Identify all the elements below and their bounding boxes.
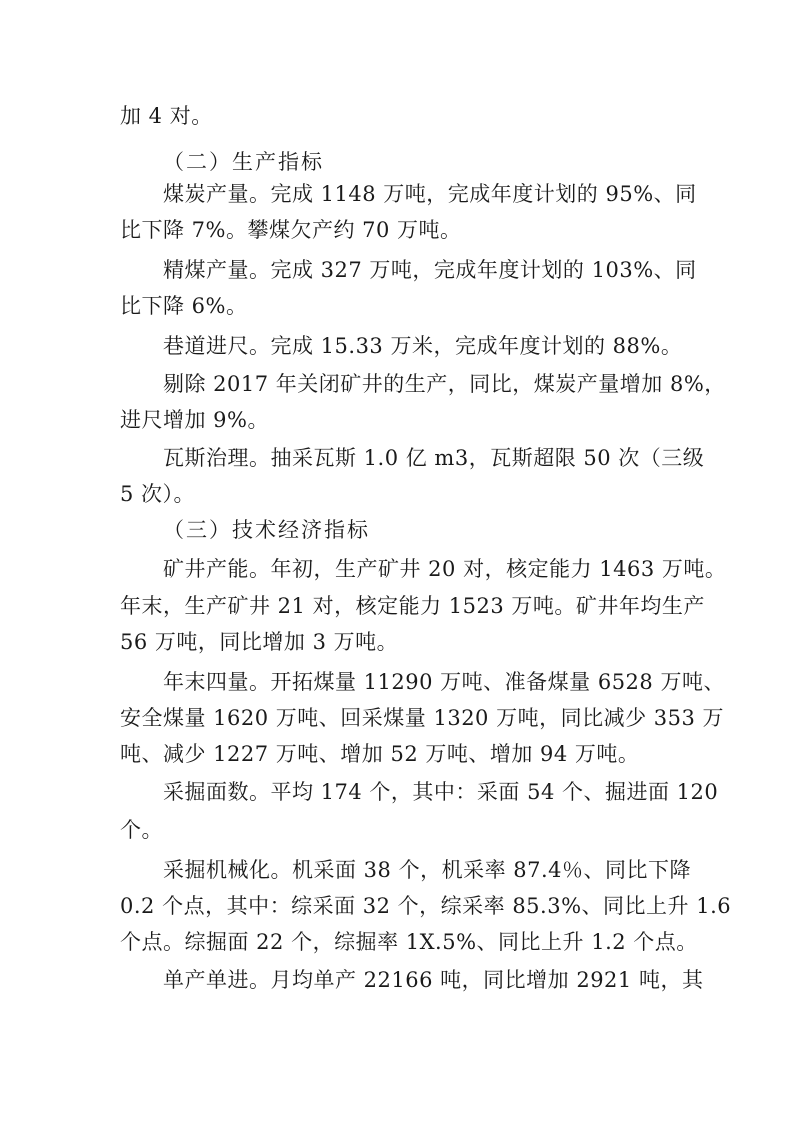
paragraph-line: 比下降 7%。攀煤欠产约 70 万吨。 [120,218,462,242]
paragraph-line: 安全煤量 1620 万吨、回采煤量 1320 万吨，同比减少 353 万 [120,706,725,730]
paragraph-line: 0.2 个点，其中：综采面 32 个，综采率 85.3%、同比上升 1.6 [120,894,732,918]
paragraph-line: 年末四量。开拓煤量 11290 万吨、准备煤量 6528 万吨、 [163,670,725,694]
paragraph-line: 吨、减少 1227 万吨、增加 52 万吨、增加 94 万吨。 [120,742,640,766]
paragraph-line: 进尺增加 9%。 [120,408,269,432]
section-heading: （三）技术经济指标 [163,518,370,542]
paragraph-line: 巷道进尺。完成 15.33 万米，完成年度计划的 88%。 [163,334,683,358]
paragraph-line: 煤炭产量。完成 1148 万吨，完成年度计划的 95%、同 [163,182,697,206]
paragraph-line: 精煤产量。完成 327 万吨，完成年度计划的 103%、同 [163,258,697,282]
paragraph-line: 个点。综掘面 22 个，综掘率 1X.5%、同比上升 1.2 个点。 [120,930,698,954]
paragraph-line: 单产单进。月均单产 22166 吨，同比增加 2921 吨，其 [163,968,704,992]
paragraph-line: 矿井产能。年初，生产矿井 20 对，核定能力 1463 万吨。 [163,557,727,581]
paragraph-line: 瓦斯治理。抽采瓦斯 1.0 亿 m3，瓦斯超限 50 次（三级 [163,446,705,470]
paragraph-line: 比下降 6%。 [120,294,248,318]
paragraph-line: 56 万吨，同比增加 3 万吨。 [120,630,399,654]
paragraph-line: 采掘面数。平均 174 个，其中：采面 54 个、掘进面 120 [163,780,719,804]
paragraph-line: 加 4 对。 [120,104,213,128]
paragraph-line: 个。 [120,818,163,842]
paragraph-line: 采掘机械化。机采面 38 个，机采率 87.4％、同比下降 [163,858,692,882]
section-heading: （二）生产指标 [163,150,324,174]
paragraph-line: 剔除 2017 年关闭矿井的生产，同比，煤炭产量增加 8%， [163,372,726,396]
paragraph-line: 年末，生产矿井 21 对，核定能力 1523 万吨。矿井年均生产 [120,594,705,618]
paragraph-line: 5 次）。 [120,482,196,506]
